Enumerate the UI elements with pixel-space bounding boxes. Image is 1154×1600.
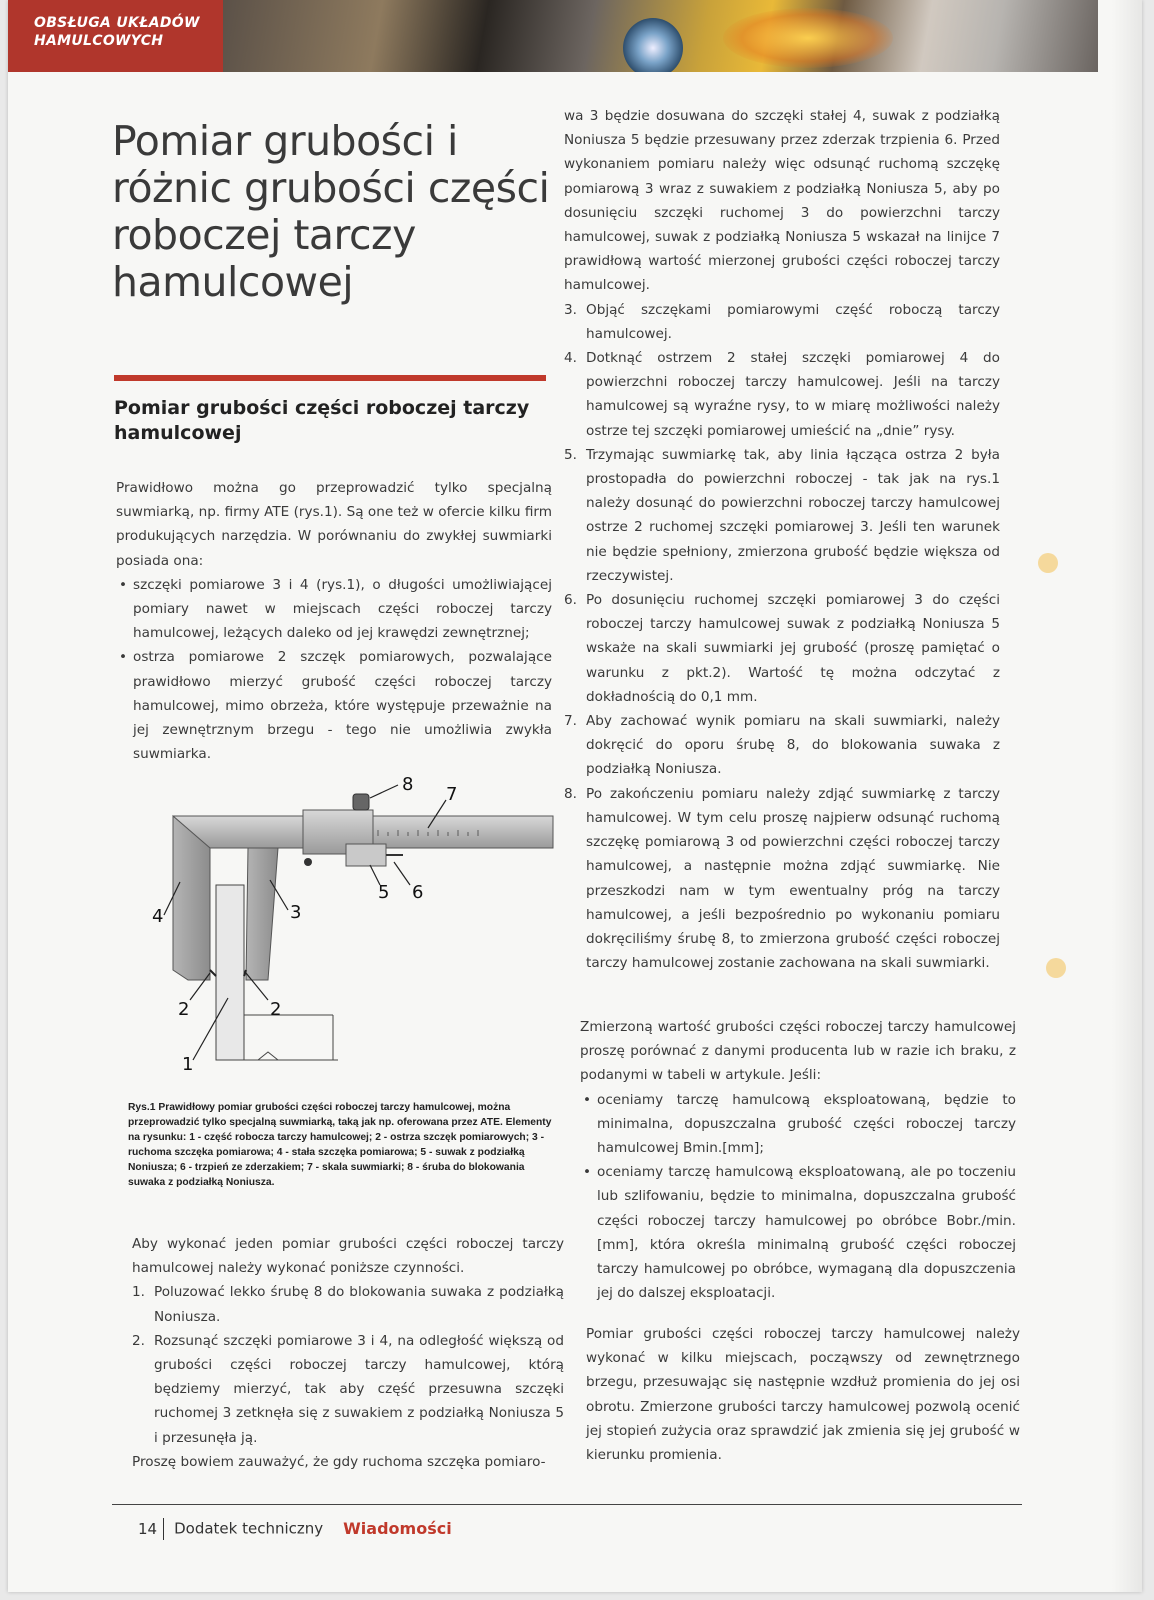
features-list [116, 573, 552, 767]
page-edge-shadow [1112, 0, 1142, 1592]
label-7: 7 [446, 784, 458, 805]
label-2-right: 2 [270, 999, 282, 1020]
list-item [564, 443, 1000, 588]
list-item: • ostrza pomiarowe 2 szczęk pomiarowych, pozwalające prawidłowo mierzyć grubość części roboczej tarczy hamulcowej, mimo obrzeża, które występuje przeważnie na jej zewnętrznym brzegu - tego nie umożliwia zwykła suwmiarka. [133, 645, 552, 766]
step-number: 6. [564, 592, 577, 609]
figure-caption: Rys.1 Prawidłowy pomiar grubości części roboczej tarczy hamulcowej, można przeprowadzić tylko specjalną suwmiarką, taką jak np. oferowana przez ATE. Elementy na rysunku: 1 - część robocza tarczy hamulcowej; 2 - ostrza szczęk pomiarowych; 3 - ruchoma szczęka pomiarowa; 4 - stała szczęka pomiarowa; 5 - suwak z podziałką Noniusza; 6 - trzpień ze zderzakiem; 7 - skala suwmiarki; 8 - śruba do blokowania suwaka z podziałką Noniusza. [128, 1102, 552, 1188]
list-item: • oceniamy tarczę hamulcową eksploatowaną, będzie to minimalna, dopuszczalna grubość części roboczej tarczy hamulcowej Bmin.[mm]; [597, 1088, 1016, 1161]
footer-section: Dodatek techniczny [174, 1519, 324, 1538]
compare-section [580, 1015, 1016, 1305]
step-number: 5. [564, 446, 577, 463]
label-1: 1 [182, 1054, 194, 1075]
header-photo [223, 0, 1098, 72]
brake-disc-image [623, 18, 683, 72]
compare-list [580, 1088, 1016, 1306]
moving-jaw [246, 848, 278, 980]
vernier-slider [346, 844, 386, 866]
label-5: 5 [378, 882, 390, 903]
step2-continuation-right: wa 3 będzie dosuwana do szczęki stałej 4, suwak z podziałką Noniusza 5 będzie przesuwany przez zderzak trzpienia 6. Przed wykonaniem pomiaru należy więc odsunąć ruchomą szczękę pomiarową 3 wraz z suwakiem z podziałką Noniusza 5, aby po dosunięciu szczęki ruchomej 3 do powierzchni tarczy hamulcowej, suwak z podziałką Noniusza 5 wskazał na linijce 7 prawidłową wartość mierzonej grubości części roboczej tarczy hamulcowej. [564, 108, 1000, 294]
list-item [132, 1329, 564, 1450]
step-text: Poluzować lekko śrubę 8 do blokowania suwaka z podziałką Noniusza. [154, 1284, 564, 1325]
step-text: Aby zachować wynik pomiaru na skali suwmiarki, należy dokręcić do oporu śrubę 8, do blokowania suwaka z podziałką Noniusza. [586, 713, 1000, 778]
step-text: Po dosunięciu ruchomej szczęki pomiarowej 3 do części roboczej tarczy hamulcowej suwak z podziałką Noniusza 5 wskaże na skali suwmiarki jej grubość (proszę pamiętać o warunku z pkt.2). Wartość tę można odczytać z dokładnością do 0,1 mm. [586, 592, 1000, 705]
footer-separator [163, 1518, 164, 1540]
list-item [564, 709, 1000, 782]
brake-disc-section [216, 885, 244, 1060]
label-8: 8 [402, 774, 414, 795]
step-number: 1. [132, 1284, 145, 1301]
decorative-dot [1038, 553, 1058, 573]
step-text: Rozsunąć szczęki pomiarowe 3 i 4, na odległość większą od grubości części roboczej tarczy hamulcowej, którą będziemy mierzyć, tak aby część przesuwna szczęki ruchomej 3 zetknęła się z suwakiem z podziałką Noniusza 5 i przesunęła ją. [154, 1332, 564, 1446]
footer-divider [112, 1504, 1022, 1505]
label-3: 3 [290, 902, 302, 923]
sparks-image [723, 8, 893, 68]
steps-right-section [564, 104, 1000, 975]
break-line [258, 1052, 278, 1060]
intro-section [116, 476, 552, 766]
pin-head [304, 858, 312, 866]
final-paragraph: Pomiar grubości części roboczej tarczy hamulcowej należy wykonać w kilku miejscach, począwszy od zewnętrznego brzegu, przesuwając się następnie wzdłuż promienia do jej osi obrotu. Zmierzone grubości tarczy hamulcowej pozwolą ocenić jej stopień zużycia oraz sprawdzić jak zmienia się jej grubość w kierunku promienia. [586, 1326, 1020, 1464]
final-section [586, 1322, 1020, 1467]
article-subtitle: Pomiar grubości części roboczej tarczy hamulcowej [114, 397, 530, 444]
section-label-box [8, 0, 223, 72]
section-label: OBSŁUGA UKŁADÓW HAMULCOWYCH [34, 15, 200, 49]
step-number: 7. [564, 713, 577, 730]
header-banner [8, 0, 1098, 72]
list-item [564, 298, 1000, 346]
step-text: Dotknąć ostrzem 2 stałej szczęki pomiarowej 4 do powierzchni roboczej tarczy hamulcowej. Jeśli na tarczy hamulcowej są wyraźne rysy, to w miarę możliwości należy ostrze tej szczęki pomiarowej umieścić na „dnie” rysy. [586, 350, 1000, 439]
step-text: Trzymając suwmiarkę tak, aby linia łącząca ostrza 2 była prostopadła do powierzchni roboczej - tak jak na rys.1 należy dosunąć do powierzchni roboczej tarczy hamulcowej ostrze 2 ruchomej szczęki pomiarowej 3. Jeśli ten warunek nie będzie spełniony, zmierzona grubość będzie większa od rzeczywistej. [586, 446, 1000, 584]
step-number: 8. [564, 785, 577, 802]
page-footer [138, 1518, 452, 1540]
list-item [564, 346, 1000, 443]
list-item: • szczęki pomiarowe 3 i 4 (rys.1), o długości umożliwiającej pomiary nawet w miejscach części roboczej tarczy hamulcowej, leżących daleko od jej krawędzi zewnętrznej; [133, 573, 552, 646]
title-divider [114, 375, 546, 381]
steps-list-left [132, 1280, 564, 1449]
label-4: 4 [152, 906, 164, 927]
step-text: Objąć szczękami pomiarowymi część roboczą tarczy hamulcowej. [586, 301, 1000, 342]
magazine-page [8, 0, 1142, 1592]
page-number: 14 [138, 1519, 158, 1538]
caliper-figure [118, 770, 568, 1100]
label-6: 6 [412, 882, 424, 903]
steps-list-right [564, 298, 1000, 976]
list-item: • oceniamy tarczę hamulcową eksploatowaną, ale po toczeniu lub szlifowaniu, będzie to minimalna, dopuszczalna grubość części roboczej tarczy hamulcowej po obróbce Bobr./min. [mm], która określa minimalną grubość części roboczej tarczy hamulcowej po obróbce, wymaganą dla dopuszczenia jej do dalszej eksploatacji. [597, 1160, 1016, 1305]
list-item [132, 1280, 564, 1328]
decorative-dot [1046, 958, 1066, 978]
label-2-left: 2 [178, 999, 190, 1020]
step2-continuation-left: Proszę bowiem zauważyć, że gdy ruchoma szczęka pomiaro- [132, 1453, 546, 1470]
intro-paragraph: Prawidłowo można go przeprowadzić tylko specjalną suwmiarką, np. firmy ATE (rys.1). Są one też w ofercie kilku firm produkujących narzędzia. W porównaniu do zwykłej suwmiarki posiada ona: [116, 480, 552, 569]
article-title: Pomiar grubości i różnic grubości części roboczej tarczy hamulcowej [112, 117, 550, 306]
step-number: 4. [564, 350, 577, 367]
compare-intro: Zmierzoną wartość grubości części roboczej tarczy hamulcowej proszę porównać z danymi producenta lub w razie ich braku, z podanymi w tabeli w artykule. Jeśli: [580, 1019, 1016, 1084]
lock-screw [353, 794, 369, 810]
steps-left-section [132, 1232, 564, 1474]
step-text: Po zakończeniu pomiaru należy zdjąć suwmiarkę z tarczy hamulcowej. W tym celu proszę najpierw odsunąć ruchomą szczękę pomiarową 3 od powierzchni części roboczej tarczy hamulcowej, a następnie można zdjąć suwmiarkę. Nie przeszkodzi nam w tym ewentualny próg na tarczy hamulcowej, a jeśli bezpośrednio po wykonaniu pomiaru dokręciliśmy śrubę 8, to zmierzona grubość części roboczej tarczy hamulcowej zostanie zachowana na skali suwmiarki. [586, 785, 1000, 972]
steps-intro: Aby wykonać jeden pomiar grubości części roboczej tarczy hamulcowej należy wykonać poniższe czynności. [132, 1236, 564, 1277]
magazine-brand: Wiadomości [343, 1518, 452, 1538]
list-item [564, 588, 1000, 709]
blade-fixed [210, 970, 216, 976]
step-number: 2. [132, 1332, 145, 1349]
list-item [564, 782, 1000, 976]
step-number: 3. [564, 301, 577, 318]
